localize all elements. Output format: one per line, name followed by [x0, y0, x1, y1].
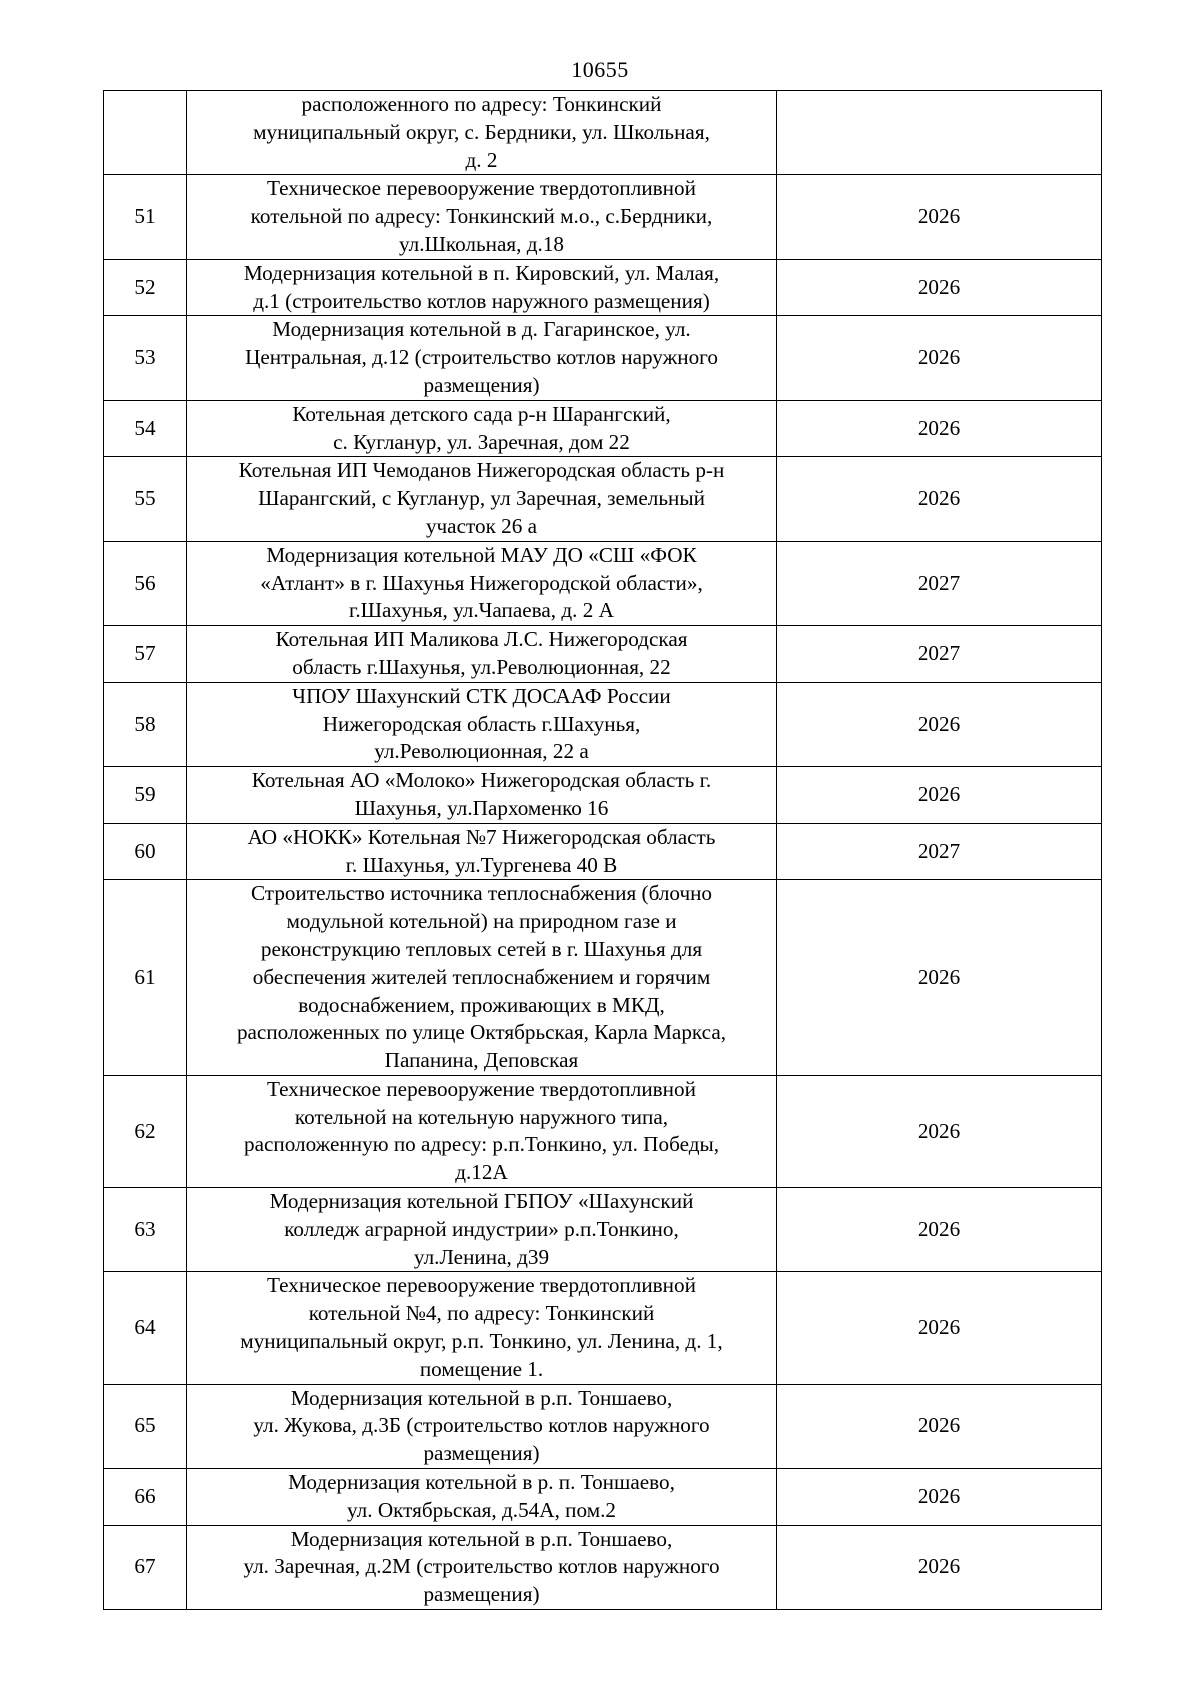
- description-line: Папанина, Деповская: [384, 1048, 579, 1073]
- table-row: [104, 400, 1102, 457]
- description-line: участок 26 а: [425, 513, 538, 538]
- facilities-table: [103, 90, 1102, 1610]
- row-description: [187, 1525, 777, 1609]
- description-line: Модернизация котельной в р.п. Тоншаево,: [290, 1385, 673, 1410]
- row-number: 57: [104, 626, 187, 683]
- row-year: 2027: [777, 541, 1102, 625]
- row-year: 2027: [777, 823, 1102, 880]
- table-body: [104, 91, 1102, 1610]
- row-number: 59: [104, 767, 187, 824]
- description-line: помещение 1.: [419, 1356, 544, 1381]
- row-number: 52: [104, 259, 187, 316]
- description-line: Нижегородская область г.Шахунья,: [322, 711, 641, 736]
- description-line: колледж аграрной индустрии» р.п.Тонкино,: [284, 1216, 679, 1241]
- table-row: [104, 457, 1102, 541]
- description-line: расположенных по улице Октябрьская, Карла Маркса,: [236, 1020, 727, 1045]
- description-line: г.Шахунья, ул.Чапаева, д. 2 А: [349, 598, 614, 623]
- table-row: [104, 1188, 1102, 1272]
- table-row: [104, 316, 1102, 400]
- description-line: размещения): [423, 372, 540, 397]
- table-row: [104, 541, 1102, 625]
- description-line: Котельная детского сада р-н Шарангский,: [292, 401, 671, 426]
- row-description: [187, 682, 777, 766]
- description-line: расположенную по адресу: р.п.Тонкино, ул. Победы,: [243, 1132, 720, 1157]
- row-year: 2026: [777, 682, 1102, 766]
- row-number: 54: [104, 400, 187, 457]
- description-line: д. 2: [465, 147, 498, 172]
- description-line: «Атлант» в г. Шахунья Нижегородской области»,: [260, 570, 703, 595]
- row-number: 56: [104, 541, 187, 625]
- description-line: Шахунья, ул.Пархоменко 16: [354, 795, 609, 820]
- row-year: 2026: [777, 1075, 1102, 1187]
- row-description: [187, 1272, 777, 1384]
- description-line: Центральная, д.12 (строительство котлов наружного: [245, 345, 718, 370]
- description-line: д.1 (строительство котлов наружного размещения): [253, 288, 710, 313]
- description-line: ул.Школьная, д.18: [398, 231, 565, 256]
- description-line: ул. Жукова, д.3Б (строительство котлов наружного: [253, 1413, 710, 1438]
- description-line: Котельная ИП Чемоданов Нижегородская область р-н: [238, 458, 725, 483]
- row-year: 2026: [777, 767, 1102, 824]
- row-number: 66: [104, 1469, 187, 1526]
- row-description: [187, 880, 777, 1076]
- row-description: [187, 626, 777, 683]
- description-line: область г.Шахунья, ул.Революционная, 22: [292, 654, 671, 679]
- table-row: [104, 1525, 1102, 1609]
- row-number: 55: [104, 457, 187, 541]
- description-line: Модернизация котельной МАУ ДО «СШ «ФОК: [266, 542, 697, 567]
- table-row: [104, 91, 1102, 175]
- description-line: котельной на котельную наружного типа,: [294, 1104, 669, 1129]
- table-row: [104, 880, 1102, 1076]
- table-row: [104, 682, 1102, 766]
- description-line: ЧПОУ Шахунский СТК ДОСААФ России: [292, 683, 671, 708]
- row-number: 65: [104, 1384, 187, 1468]
- row-description: [187, 91, 777, 175]
- row-number: 58: [104, 682, 187, 766]
- description-line: АО «НОКК» Котельная №7 Нижегородская область: [247, 824, 716, 849]
- row-year: 2026: [777, 880, 1102, 1076]
- description-line: размещения): [423, 1582, 540, 1607]
- row-number: 53: [104, 316, 187, 400]
- row-number: 60: [104, 823, 187, 880]
- description-line: ул. Октябрьская, д.54А, пом.2: [346, 1497, 616, 1522]
- description-line: ул. Заречная, д.2М (строительство котлов наружного: [243, 1554, 720, 1579]
- row-description: [187, 259, 777, 316]
- table-row: [104, 767, 1102, 824]
- row-year: 2026: [777, 1384, 1102, 1468]
- row-year: 2026: [777, 316, 1102, 400]
- table-row: [104, 1075, 1102, 1187]
- row-year: 2026: [777, 175, 1102, 259]
- description-line: муниципальный округ, с. Бердники, ул. Школьная,: [253, 119, 710, 144]
- description-line: Техническое перевооружение твердотопливной: [267, 1273, 696, 1298]
- description-line: д.12А: [455, 1160, 508, 1185]
- description-line: Модернизация котельной в д. Гагаринское, ул.: [272, 317, 691, 342]
- description-line: г. Шахунья, ул.Тургенева 40 В: [345, 852, 618, 877]
- row-description: [187, 1188, 777, 1272]
- description-line: обеспечения жителей теплоснабжением и горячим: [252, 964, 711, 989]
- row-description: [187, 767, 777, 824]
- page-number: 10655: [571, 57, 629, 82]
- description-line: Техническое перевооружение твердотопливной: [267, 1076, 696, 1101]
- row-description: [187, 541, 777, 625]
- row-number: [104, 91, 187, 175]
- description-line: модульной котельной) на природном газе и: [286, 909, 677, 934]
- row-description: [187, 823, 777, 880]
- description-line: с. Кугланур, ул. Заречная, дом 22: [333, 429, 630, 454]
- row-description: [187, 400, 777, 457]
- row-year: 2026: [777, 259, 1102, 316]
- description-line: Котельная АО «Молоко» Нижегородская область г.: [251, 768, 712, 793]
- row-year: [777, 91, 1102, 175]
- description-line: Шарангский, с Кугланур, ул Заречная, земельный: [258, 486, 705, 511]
- table-row: [104, 259, 1102, 316]
- row-year: 2026: [777, 1469, 1102, 1526]
- row-description: [187, 316, 777, 400]
- description-line: Модернизация котельной в п. Кировский, ул. Малая,: [243, 260, 720, 285]
- description-line: муниципальный округ, р.п. Тонкино, ул. Ленина, д. 1,: [240, 1329, 723, 1354]
- description-line: Модернизация котельной ГБПОУ «Шахунский: [269, 1189, 694, 1214]
- row-number: 63: [104, 1188, 187, 1272]
- description-line: ул.Революционная, 22 а: [374, 739, 589, 764]
- description-line: ул.Ленина, д39: [413, 1244, 550, 1269]
- row-year: 2026: [777, 1272, 1102, 1384]
- description-line: Строительство источника теплоснабжения (блочно: [250, 881, 713, 906]
- description-line: Котельная ИП Маликова Л.С. Нижегородская: [275, 627, 688, 652]
- description-line: Модернизация котельной в р.п. Тоншаево,: [290, 1526, 673, 1551]
- description-line: реконструкцию тепловых сетей в г. Шахунья для: [260, 936, 703, 961]
- description-line: водоснабжением, проживающих в МКД,: [298, 992, 665, 1017]
- description-line: расположенного по адресу: Тонкинский: [301, 92, 662, 116]
- description-line: размещения): [423, 1441, 540, 1466]
- row-number: 64: [104, 1272, 187, 1384]
- description-line: котельной по адресу: Тонкинский м.о., с.Бердники,: [250, 204, 713, 229]
- row-number: 67: [104, 1525, 187, 1609]
- row-description: [187, 1384, 777, 1468]
- row-year: 2026: [777, 457, 1102, 541]
- table-row: [104, 175, 1102, 259]
- description-line: котельной №4, по адресу: Тонкинский: [308, 1301, 655, 1326]
- row-number: 61: [104, 880, 187, 1076]
- row-number: 62: [104, 1075, 187, 1187]
- row-number: 51: [104, 175, 187, 259]
- table-row: [104, 626, 1102, 683]
- table-row: [104, 1384, 1102, 1468]
- description-line: Модернизация котельной в р. п. Тоншаево,: [288, 1470, 675, 1495]
- row-year: 2026: [777, 1188, 1102, 1272]
- table-row: [104, 823, 1102, 880]
- table-row: [104, 1469, 1102, 1526]
- row-description: [187, 175, 777, 259]
- row-year: 2026: [777, 1525, 1102, 1609]
- table-row: [104, 1272, 1102, 1384]
- row-year: 2026: [777, 400, 1102, 457]
- row-description: [187, 1075, 777, 1187]
- description-line: Техническое перевооружение твердотопливной: [267, 176, 696, 201]
- row-description: [187, 457, 777, 541]
- row-year: 2027: [777, 626, 1102, 683]
- row-description: [187, 1469, 777, 1526]
